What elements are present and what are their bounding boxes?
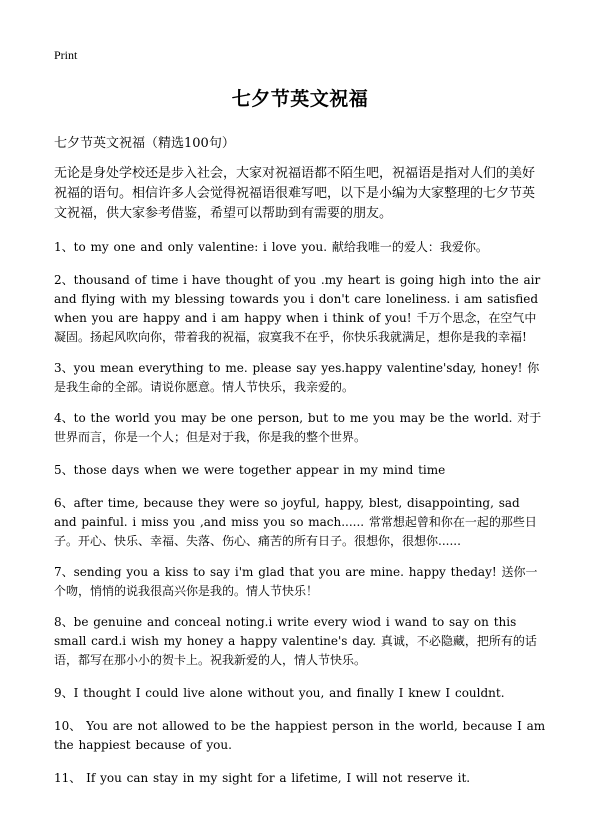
blessing-paragraph-9: 9、I thought I could live alone without you, and finally I knew I couldnt. (54, 686, 505, 700)
page-title: 七夕节英文祝福 (231, 88, 369, 110)
blessing-paragraph-6: 6、after time, because they were so joyful, happy, blest, disappointing, sad and painful. i miss you ,and miss you so mach...... 常常想起曾和你在一起的那些日子。开心、快乐、幸福、失落、伤心、痛苦的所有日子。很想你，很想你...... (54, 496, 537, 548)
blessing-paragraph-5: 5、those days when we were together appear in my mind time (54, 463, 446, 477)
blessing-paragraph-10: 10、 You are not allowed to be the happiest person in the world, because I am the happiest because of you. (54, 719, 546, 752)
page-subtitle: 七夕节英文祝福（精选100句） (54, 136, 235, 151)
blessing-paragraph-2: 2、thousand of time i have thought of you .my heart is going high into the air and flying with my blessing towards you i don't care loneliness. i am satisfied when you are happy and i am happy when i think of you! 千万个思念，在空气中凝固。扬起风吹向你，带着我的祝福，寂寞我不在乎，你快乐我就满足，想你是我的幸福! (54, 273, 541, 344)
blessing-paragraph-11: 11、 If you can stay in my sight for a lifetime, I will not reserve it. (54, 771, 471, 785)
print-link[interactable]: Print (54, 48, 78, 62)
blessing-paragraph-7: 7、sending you a kiss to say i'm glad that you are mine. happy theday! 送你一个吻，悄悄的说我很高兴你是我的。情人节快乐！ (54, 565, 538, 598)
blessing-paragraph-1: 1、to my one and only valentine: i love you. 献给我唯一的爱人：我爱你。 (54, 240, 488, 254)
intro-paragraph: 无论是身处学校还是步入社会，大家对祝福语都不陌生吧，祝福语是指对人们的美好祝福的语句。相信许多人会觉得祝福语很难写吧，以下是小编为大家整理的七夕节英文祝福，供大家参考借鉴，希望可以帮助到有需要的朋友。 (54, 166, 536, 221)
blessing-paragraph-3: 3、you mean everything to me. please say yes.happy valentine'sday, honey! 你是我生命的全部。请说你愿意。情人节快乐，我亲爱的。 (54, 361, 540, 394)
blessing-paragraph-8: 8、be genuine and conceal noting.i write every wiod i wand to say on this small card.i wish my honey a happy valentine's day. 真诚，不必隐藏，把所有的话语，都写在那小小的贺卡上。祝我新爱的人，情人节快乐。 (54, 615, 537, 667)
blessing-paragraph-4: 4、to the world you may be one person, but to me you may be the world. 对于世界而言，你是一个人；但是对于我，你是我的整个世界。 (54, 411, 542, 444)
